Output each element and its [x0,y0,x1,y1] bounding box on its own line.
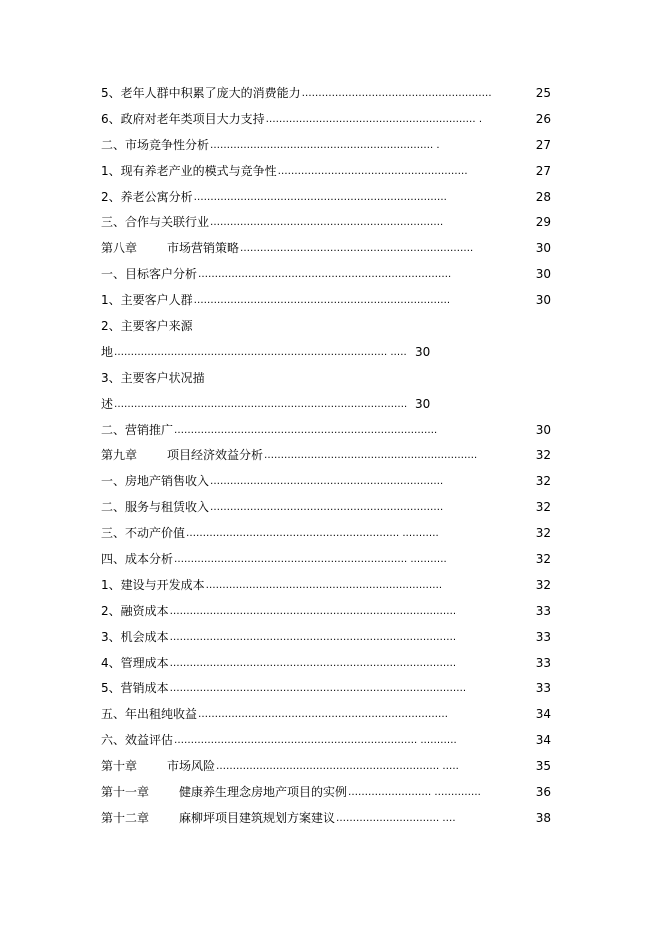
toc-page-number: 38 [535,810,551,825]
toc-entry-label [101,599,169,625]
toc-entry-title: 2、主要客户来源 [101,319,193,334]
toc-entry-label [101,133,209,159]
toc-leader-dots: ……………………………………………………………. [240,243,474,255]
toc-entry-title: 1、建设与开发成本 [101,577,205,592]
toc-entry-title: 二、服务与租赁收入 [101,500,210,515]
toc-entry[interactable] [101,340,551,366]
toc-page-number: 34 [535,733,551,748]
toc-page-number: 32 [535,526,551,541]
toc-page-number: 27 [535,137,551,152]
toc-page-number: 33 [535,603,551,618]
toc-entry[interactable] [101,495,551,521]
toc-entry-subtitle: 健康养生理念房地产项目的实例 [179,785,348,800]
toc-entry-label [101,676,169,702]
toc-entry-label [101,702,197,728]
toc-leader-dots: ……………………. .…………. [348,787,481,799]
toc-page-number: 30 [415,344,431,359]
toc-entry-label [101,754,215,780]
toc-entry[interactable] [101,210,551,236]
toc-page-number: 30 [415,396,431,411]
toc-entry-title: 三、不动产价值 [101,526,186,541]
toc-page-number: 32 [535,448,551,463]
toc-entry[interactable] [101,806,551,832]
toc-entry-label [101,651,169,677]
toc-leader-dots: ……………………………………………………………. [210,217,444,229]
toc-entry-title: 5、老年人群中积累了庞大的消费能力 [101,86,301,100]
toc-entry-title: 二、营销推广 [101,422,174,437]
toc-page-number: 36 [535,785,551,800]
toc-entry[interactable] [101,573,551,599]
toc-entry-title: 第十一章 [101,785,150,800]
toc-entry-label [101,159,277,185]
toc-entry[interactable] [101,521,551,547]
toc-entry[interactable] [101,625,551,651]
toc-entry-title: 2、融资成本 [101,603,169,618]
toc-page-number: 25 [535,86,551,100]
toc-page-number: 32 [535,552,551,567]
toc-entry[interactable] [101,314,551,340]
toc-entry-label [101,521,185,547]
toc-entry-title: 一、目标客户分析 [101,267,198,282]
toc-page-number: 33 [535,629,551,644]
toc-entry[interactable] [101,599,551,625]
toc-page-number: 33 [535,655,551,670]
toc-entry[interactable] [101,651,551,677]
toc-page-number: 34 [535,707,551,722]
toc-entry-label [101,185,193,211]
toc-entry-title: 第十章 [101,759,138,774]
toc-leader-dots: …………………………………………………………………….………. [169,683,466,695]
toc-entry-subtitle: 麻柳坪项目建筑规划方案建议 [179,810,336,825]
toc-entry[interactable] [101,366,551,392]
toc-entry-label [101,573,205,599]
toc-entry[interactable] [101,754,551,780]
toc-entry-label [101,107,265,133]
toc-entry-title: 第十二章 [101,810,150,825]
toc-entry[interactable] [101,159,551,185]
toc-entry-title: 五、年出租纯收益 [101,707,198,722]
toc-page-number: 32 [535,500,551,515]
toc-entry-title: 1、现有养老产业的模式与竞争性 [101,163,277,178]
toc-entry-label [101,392,113,418]
toc-entry-label [101,469,209,495]
toc-page-number: 30 [535,241,551,256]
toc-leader-dots: ………………………………………………… [301,88,492,99]
toc-page-number: 32 [535,474,551,489]
toc-entry-label [101,547,173,573]
toc-entry-label [101,340,113,366]
toc-entry-label [101,728,173,754]
toc-entry[interactable] [101,469,551,495]
toc-entry-label [101,210,209,236]
toc-entry[interactable] [101,262,551,288]
toc-leader-dots: ………………………………………………………………. .………. [174,735,457,747]
toc-leader-dots: …………………………. .… [336,812,456,824]
toc-entry[interactable] [101,547,551,573]
toc-entry-title: 2、养老公寓分析 [101,189,193,204]
toc-entry[interactable] [101,185,551,211]
toc-entry-title: 第八章 [101,241,138,256]
toc-entry-label [101,81,301,107]
toc-leader-dots: …………………………………………………….………. [205,579,442,591]
toc-entry-label [101,366,205,392]
toc-leader-dots: ……………………………………………………………. .………. [174,554,447,566]
toc-page-number: 29 [535,215,551,230]
toc-entry-title: 3、机会成本 [101,629,169,644]
toc-entry-label [101,418,173,444]
toc-entry-title: 3、主要客户状况描 [101,370,205,385]
toc-page-number: 27 [535,163,551,178]
toc-leader-dots: ………………………………………………………………….………. [169,631,456,643]
toc-leader-dots: ………………………………………………………………………. .…. [114,346,407,358]
toc-entry-label [101,780,347,806]
toc-entry-title: 6、政府对老年类项目大力支持 [101,111,265,126]
toc-page-number: 33 [535,681,551,696]
toc-leader-dots: ……………………………………………………… . [265,113,482,125]
toc-entry-title: 四、成本分析 [101,552,174,567]
toc-entry[interactable] [101,81,551,107]
toc-leader-dots: ……………………………………………………………………………. [114,398,408,410]
toc-leader-dots: ………………………………………………………………….………. [169,657,456,669]
toc-entry[interactable] [101,443,551,469]
toc-entry[interactable] [101,107,551,133]
toc-entry-title: 述 [101,396,114,411]
toc-page-number: 28 [535,189,551,204]
toc-page-number: 30 [535,293,551,308]
toc-entry-subtitle: 项目经济效益分析 [167,448,264,463]
toc-entry[interactable] [101,288,551,314]
toc-entry-label [101,625,169,651]
toc-leader-dots: ………………………………………………… [277,165,468,177]
toc-entry-title: 1、主要客户人群 [101,293,193,308]
toc-entry-title: 4、管理成本 [101,655,169,670]
toc-entry[interactable] [101,728,551,754]
toc-entry-label [101,314,193,340]
toc-entry-title: 二、市场竞争性分析 [101,137,210,152]
toc-entry[interactable] [101,676,551,702]
toc-entry[interactable] [101,702,551,728]
toc-entry-subtitle: 市场风险 [167,759,216,774]
toc-leader-dots: …………………………………………………………………….……. [169,605,456,617]
toc-leader-dots: ………………………………………………………………… [198,709,449,721]
toc-entry[interactable] [101,392,551,418]
toc-page-number: 30 [535,422,551,437]
toc-entry[interactable] [101,418,551,444]
toc-entry-label [101,236,239,262]
toc-entry-title: 三、合作与关联行业 [101,215,210,230]
toc-entry[interactable] [101,780,551,806]
toc-entry[interactable] [101,236,551,262]
toc-leader-dots: …………………………………………………………………. [193,191,447,203]
toc-page-number: 35 [535,759,551,774]
toc-leader-dots: ………………………………………………………. .………. [186,528,439,540]
toc-entry-label [101,262,197,288]
toc-leader-dots: …………………………………………………………. .…. [216,761,459,773]
toc-entry-title: 地 [101,344,114,359]
toc-entry-label [101,806,335,832]
toc-entry-label [101,495,209,521]
toc-leader-dots: …………………………………………………………. . [210,139,440,151]
toc-entry-title: 第九章 [101,448,138,463]
toc-entry-subtitle: 市场营销策略 [167,241,240,256]
toc-leader-dots: ………………………………………………………. [264,450,478,462]
toc-leader-dots: …………………………………………………………….……. [193,295,450,307]
toc-page-number: 26 [535,111,551,126]
toc-page-number: 32 [535,577,551,592]
toc-leader-dots: ……………………………………………………………. [210,476,444,488]
table-of-contents [101,81,551,832]
toc-entry-label [101,443,263,469]
toc-entry[interactable] [101,133,551,159]
toc-leader-dots: …………………………………………………………………. [198,269,452,281]
toc-leader-dots: ……………………………………………………………………. [174,424,438,436]
toc-leader-dots: ……………………………………………………………. [210,502,444,514]
toc-page-number: 30 [535,267,551,282]
toc-entry-label [101,288,193,314]
toc-entry-title: 一、房地产销售收入 [101,474,210,489]
toc-entry-title: 六、效益评估 [101,733,174,748]
toc-entry-title: 5、营销成本 [101,681,169,696]
